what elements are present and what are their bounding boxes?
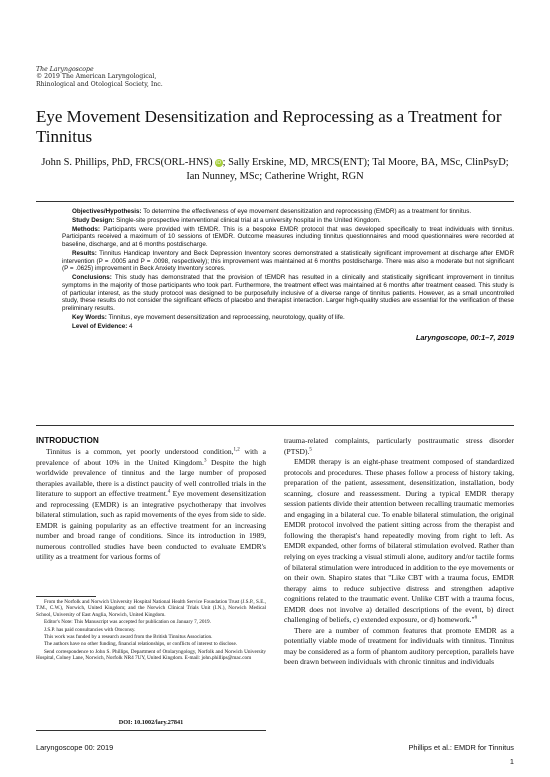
footnote-funding: This work was funded by a research award from the British Tinnitus Association. bbox=[44, 634, 213, 641]
level-label: Level of Evidence: bbox=[72, 322, 128, 330]
conclusions-label: Conclusions: bbox=[72, 274, 112, 281]
footnote-conflicts: The authors have no other funding, financial relationships, or conflicts of interest to disclose. bbox=[44, 641, 238, 648]
author-list bbox=[36, 156, 514, 183]
methods-text: Participants were provided with tEMDR. This is a bespoke EMDR protocol that was developed specifically to treat individuals with tinnitus. Participants received a maximum of 10 sessions of tEMDR. Outcome measures including tinnitus questionnaires and mood questionnaires were recorded at baseline, discharge, and at 6 months postdischarge. bbox=[62, 225, 514, 248]
footnote-editor-note: Editor's Note: This Manuscript was accepted for publication on January 7, 2019. bbox=[44, 619, 211, 626]
right-column bbox=[284, 436, 514, 668]
keywords-text: Tinnitus, eye movement desensitization and reprocessing, neurotology, quality of life. bbox=[106, 313, 345, 321]
results-label: Results: bbox=[72, 249, 97, 257]
level-text: 4 bbox=[127, 322, 133, 330]
doi-rule bbox=[36, 730, 266, 731]
page-number: 1 bbox=[509, 757, 514, 766]
copyright-line: © 2019 The American Laryngological, bbox=[36, 73, 157, 81]
keywords-label: Key Words: bbox=[72, 313, 107, 321]
citation-line: Laryngoscope, 00:1–7, 2019 bbox=[415, 333, 514, 343]
left-column bbox=[36, 447, 266, 563]
footnote-correspondence: Send correspondence to John S. Phillips, Department of Otolaryngology, Norfolk and Norwich University Hospital, Colney Lane, Norwich, Norfolk NR4 7UY, United Kingdom. E-mail: john.phillips@mac.com bbox=[36, 648, 266, 662]
design-text: Single-site prospective interventional clinical trial at a university hospital in the United Kingdom. bbox=[114, 216, 381, 224]
design-label: Study Design: bbox=[72, 216, 115, 224]
author-line-2: Ian Nunney, MSc; Catherine Wright, RGN bbox=[186, 170, 364, 182]
intro-paragraph-3: There are a number of common features that promote EMDR as a potentially viable mode of treatment for individuals with tinnitus. Tinnitus may be considered as a form of phantom auditory perception, parallels have been drawn between individuals with chronic tinnitus and individuals bbox=[284, 625, 514, 667]
footnote-affiliation: From the Norfolk and Norwich University Hospital National Health Service Foundation Trust (J.S.P., S.E., T.M., C.W.), Norwich, United Kingdom; and the Norwich Clinical Trials Unit (I.N.), Norwich Medical School, University of East Anglia, Norwich, United Kingdom. bbox=[36, 599, 266, 618]
results-text: Tinnitus Handicap Inventory and Beck Depression Inventory scores demonstrated a statistically significant improvement at discharge after EMDR intervention (P = .0005 and P = .0098, respectively); this improvement was maintained at 6 months postdischarge. There was also a moderate but not significant (P = .0625) improvement in Beck Anxiety Inventory scores. bbox=[62, 249, 514, 273]
intro-paragraph-1: Tinnitus is a common, yet poorly understood condition,$^{1,2}$ with a prevalence of about 10% in the United Kingdom.$^3$ Despite the high worldwide prevalence of tinnitus and the large number of proposed therapies available, there is a distinct paucity of well controlled trials in the literature to support an effective treatment.$^4$ Eye movement desensitization and reprocessing (EMDR) is an integrative psychotherapy that involves bilateral stimulation, such as rapid movements of the eyes from side to side. EMDR is gaining popularity as an effective treatment for an increasing number and broad range of conditions. Since its introduction in 1989, numerous controlled studies have been conducted to evaluate EMDR's utility as a treatment for various forms of bbox=[36, 447, 267, 562]
objectives-label: Objectives/Hypothesis: bbox=[72, 208, 142, 215]
doi-line: DOI: 10.1002/lary.27841 bbox=[118, 719, 184, 726]
author-line-1a: John S. Phillips, PhD, FRCS(ORL-HNS) bbox=[41, 157, 213, 168]
conclusions-text: This study has demonstrated that the provision of tEMDR has resulted in a clinically and statistically significant improvement in tinnitus symptoms in the majority of those participants who took part. Furthermore, the treatment effect was maintained at 6 months after treatment ceased. This study is of particular interest, as the study protocol was designed to be purposefully inclusive of a diverse range of tinnitus patients. However, as a small uncontrolled study, these results do not consider the significant effects of placebo and therapist interaction. Larger high-quality studies are essential for the verification of these preliminary results. bbox=[62, 274, 514, 312]
footnotes bbox=[36, 599, 266, 663]
society-line: Rhinological and Otological Society, Inc. bbox=[36, 80, 163, 88]
intro-paragraph-2: EMDR therapy is an eight-phase treatment composed of standardized protocols and procedures. These phases follow a process of history taking, preparation of the patient, assessment, desensitization, installation, body scanning, closure and reassessment. During a typical EMDR therapy session patients divide their attention between recalling traumatic memories and engaging in a bilateral cue. To enable bilateral stimulation, the original EMDR protocol involved the patient sitting across from the therapist and following the therapist's hand repeatedly moving from right to left. As EMDR expanded, other forms of bilateral stimulation evolved. Rather than relying on eyes tracking a visual stimuli alone, auditory and/or tactile forms of bilateral stimulation were introduced in addition to the eye movements or on their own. Shapiro states that "Like CBT with a trauma focus, EMDR therapy aims to reduce subjective distress and strengthen adaptive cognitions related to the traumatic event. Unlike CBT with a trauma focus, EMDR does not involve a) detailed descriptions of the event, b) direct challenging of beliefs, c) extended exposure, or d) homework."$^6$ bbox=[284, 457, 514, 625]
abstract-bottom-rule bbox=[36, 425, 514, 426]
intro-paragraph-1-cont: trauma-related complaints, particularly posttraumatic stress disorder (PTSD).$^5$ bbox=[284, 436, 514, 456]
section-heading-introduction: INTRODUCTION bbox=[36, 436, 99, 445]
article-title: Eye Movement Desensitization and Reprocessing as a Treatment for Tinnitus bbox=[36, 107, 502, 146]
objectives-text: To determine the effectiveness of eye movement desensitization and reprocessing (EMDR) as a treatment for tinnitus. bbox=[141, 208, 472, 215]
journal-header bbox=[36, 66, 163, 88]
author-line-1b: ; Sally Erskine, MD, MRCS(ENT); Tal Moore, BA, MSc, ClinPsyD; bbox=[222, 157, 509, 168]
journal-name: The Laryngoscope bbox=[36, 66, 94, 73]
footnote-rule bbox=[36, 596, 96, 597]
footer-journal: Laryngoscope 00: 2019 bbox=[36, 743, 114, 752]
abstract bbox=[62, 208, 514, 342]
abstract-top-rule bbox=[36, 201, 514, 202]
footer-running-title: Phillips et al.: EMDR for Tinnitus bbox=[408, 743, 514, 752]
footnote-consultancy: J.S.P. has paid consultancies with Otoconsy. bbox=[44, 626, 136, 633]
methods-label: Methods: bbox=[72, 225, 100, 233]
orcid-icon[interactable]: iD bbox=[216, 160, 221, 166]
